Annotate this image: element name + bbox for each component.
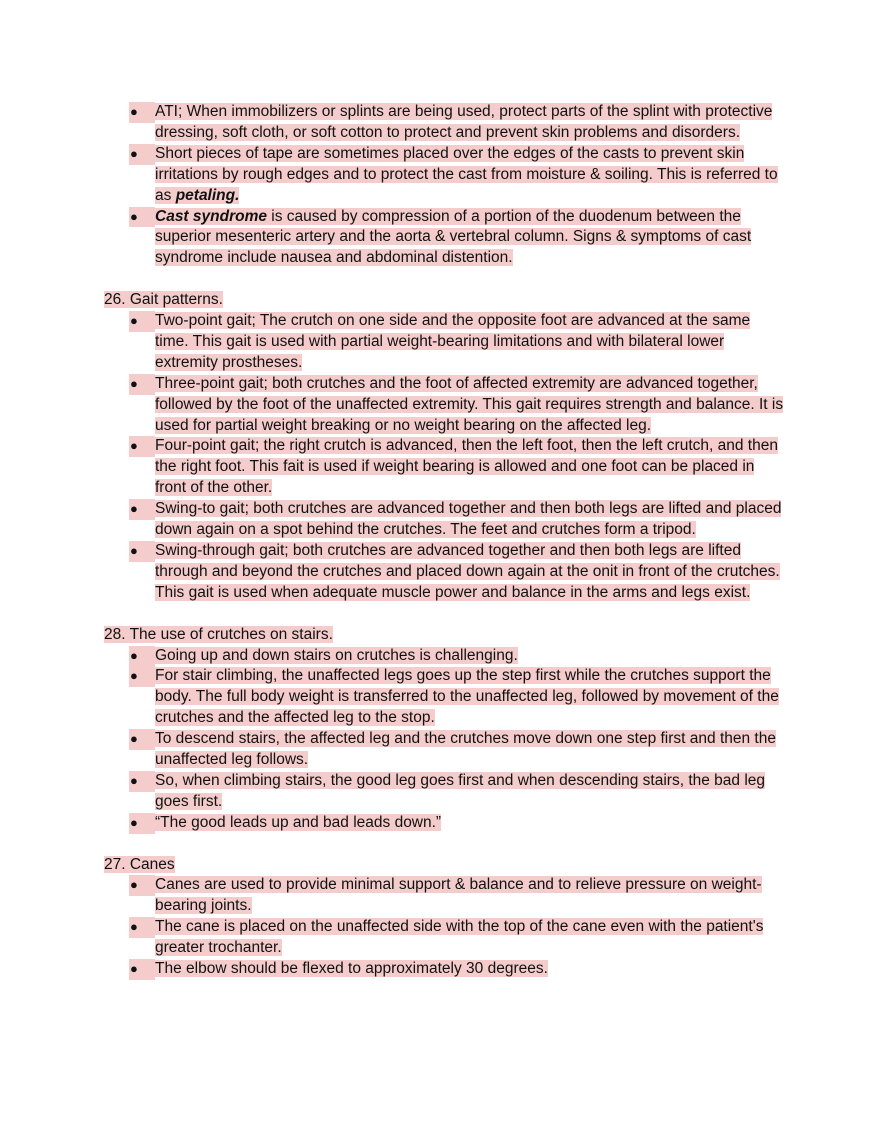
list-item: ● For stair climbing, the unaffected legs goes up the step first while the crutches support the body. The full body weight is transferred to the unaffected leg, followed by movement of the crutches and the affected leg to the stop.	[104, 666, 784, 729]
list-item: ● Four-point gait; the right crutch is advanced, then the left foot, then the left crutch, and then the right foot. This fait is used if weight bearing is allowed and one foot can be placed in front of the other.	[104, 436, 784, 499]
cast-syndrome-term: Cast syndrome	[155, 207, 267, 225]
list-item: ● Two-point gait; The crutch on one side and the opposite foot are advanced at the same time. This gait is used with partial weight-bearing limitations and with bilateral lower extremity prostheses.	[104, 311, 784, 374]
bullet-icon	[129, 666, 155, 687]
cast-care-list	[104, 102, 784, 269]
section-heading-canes: 27. Canes	[104, 855, 175, 873]
bullet-icon	[129, 959, 155, 980]
bullet-icon	[129, 875, 155, 896]
list-item: ● The cane is placed on the unaffected side with the top of the cane even with the patient's greater trochanter.	[104, 917, 784, 959]
list-item: ● To descend stairs, the affected leg and the crutches move down one step first and then the unaffected leg follows.	[104, 729, 784, 771]
bullet-icon	[129, 144, 155, 165]
bullet-icon	[129, 207, 155, 228]
bullet-icon	[129, 729, 155, 750]
list-item: ● Canes are used to provide minimal support & balance and to relieve pressure on weight-bearing joints.	[104, 875, 784, 917]
list-item: ● Swing-through gait; both crutches are advanced together and then both legs are lifted through and beyond the crutches and placed down again at the onit in front of the crutches. This gait is used when adequate muscle power and balance in the arms and legs exist.	[104, 541, 784, 604]
list-item: ● Three-point gait; both crutches and the foot of affected extremity are advanced together, followed by the foot of the unaffected extremity. This gait requires strength and balance. It is used for partial weight breaking or no weight bearing on the affected leg.	[104, 374, 784, 437]
list-item: ● Swing-to gait; both crutches are advanced together and then both legs are lifted and placed down again on a spot behind the crutches. The feet and crutches form a tripod.	[104, 499, 784, 541]
list-item: ● Going up and down stairs on crutches is challenging.	[104, 646, 784, 667]
bullet-icon	[129, 374, 155, 395]
bullet-icon	[129, 771, 155, 792]
document-content	[104, 102, 784, 980]
list-item: ● Short pieces of tape are sometimes placed over the edges of the casts to prevent skin irritations by rough edges and to protect the cast from moisture & soiling. This is referred to as petaling.	[104, 144, 784, 207]
list-item: ● So, when climbing stairs, the good leg goes first and when descending stairs, the bad leg goes first.	[104, 771, 784, 813]
bullet-icon	[129, 813, 155, 834]
list-item: ● ATI; When immobilizers or splints are being used, protect parts of the splint with protective dressing, soft cloth, or soft cotton to protect and prevent skin problems and disorders.	[104, 102, 784, 144]
list-item: ● The elbow should be flexed to approximately 30 degrees.	[104, 959, 784, 980]
petaling-term: petaling.	[175, 186, 240, 204]
gait-list	[104, 311, 784, 604]
bullet-icon	[129, 102, 155, 123]
stairs-list	[104, 646, 784, 834]
list-item: ● “The good leads up and bad leads down.”	[104, 813, 784, 834]
bullet-icon	[129, 646, 155, 667]
section-heading-stairs: 28. The use of crutches on stairs.	[104, 625, 333, 643]
canes-list	[104, 875, 784, 980]
list-item: ● Cast syndrome is caused by compression of a portion of the duodenum between the superior mesenteric artery and the aorta & vertebral column. Signs & symptoms of cast syndrome include nausea and abdominal distention.	[104, 207, 784, 270]
bullet-icon	[129, 311, 155, 332]
bullet-icon	[129, 499, 155, 520]
section-heading-gait: 26. Gait patterns.	[104, 291, 223, 309]
bullet-icon	[129, 436, 155, 457]
bullet-icon	[129, 541, 155, 562]
bullet-icon	[129, 917, 155, 938]
